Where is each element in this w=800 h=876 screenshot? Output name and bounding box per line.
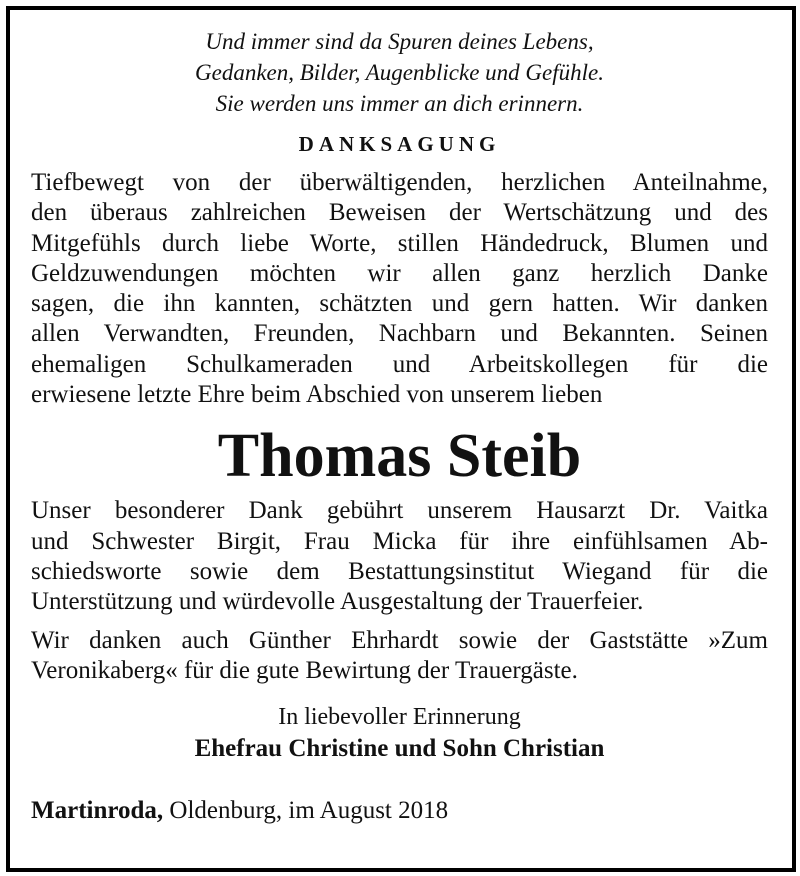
motto-verse — [31, 26, 768, 119]
place-town: Martinroda, — [31, 797, 164, 825]
signature-names: Ehefrau Christine und Sohn Christian — [194, 735, 605, 763]
text-line: Unterstützung und würdevolle Ausgestaltung der Trauerfeier. — [31, 588, 644, 616]
paragraph-special-thanks — [31, 496, 768, 617]
text-line: Veronikaberg« für die gute Bewirtung der Trauergäste. — [31, 656, 578, 684]
obituary-notice — [31, 26, 768, 826]
text-line: und Schwester Birgit, Frau Micka für ihre einfühlsamen Ab- — [31, 527, 768, 555]
place-date: Oldenburg, im August 2018 — [163, 797, 449, 825]
heading-danksagung: DANKSAGUNG — [298, 132, 501, 156]
text-line: ehemaligen Schulkameraden und Arbeitskollegen für die — [31, 350, 768, 378]
paragraph-thanks — [31, 168, 768, 410]
place-date-line — [31, 796, 768, 826]
text-line: allen Verwandten, Freunden, Nachbarn und Bekannten. Seinen — [31, 320, 768, 348]
text-line: sagen, die ihn kannten, schätzten und gern hatten. Wir danken — [31, 290, 768, 318]
text-line: schiedsworte sowie dem Bestattungsinstitut Wiegand für die — [31, 557, 768, 585]
text-line: Unser besonderer Dank gebührt unserem Hausarzt Dr. Vaitka — [31, 497, 768, 525]
text-line: Wir danken auch Günther Ehrhardt sowie der Gaststätte »Zum — [31, 626, 768, 654]
text-line: den überaus zahlreichen Beweisen der Wertschätzung und des — [31, 199, 768, 227]
text-line: Mitgefühls durch liebe Worte, stillen Händedruck, Blumen und — [31, 229, 768, 257]
deceased-name: Thomas Steib — [217, 422, 582, 491]
signature-block — [31, 702, 768, 766]
motto-line: Und immer sind da Spuren deines Lebens, — [205, 29, 594, 54]
text-line: erwiesene letzte Ehre beim Abschied von unserem lieben — [31, 381, 603, 409]
text-line: Geldzuwendungen möchten wir allen ganz herzlich Danke — [31, 259, 768, 287]
signature-intro: In liebevoller Erinnerung — [278, 704, 521, 731]
motto-line: Gedanken, Bilder, Augenblicke und Gefühle. — [195, 60, 604, 85]
paragraph-catering-thanks — [31, 626, 768, 687]
text-line: Tiefbewegt von der überwältigenden, herzlichen Anteilnahme, — [31, 169, 768, 196]
motto-line: Sie werden uns immer an dich erinnern. — [215, 91, 584, 116]
